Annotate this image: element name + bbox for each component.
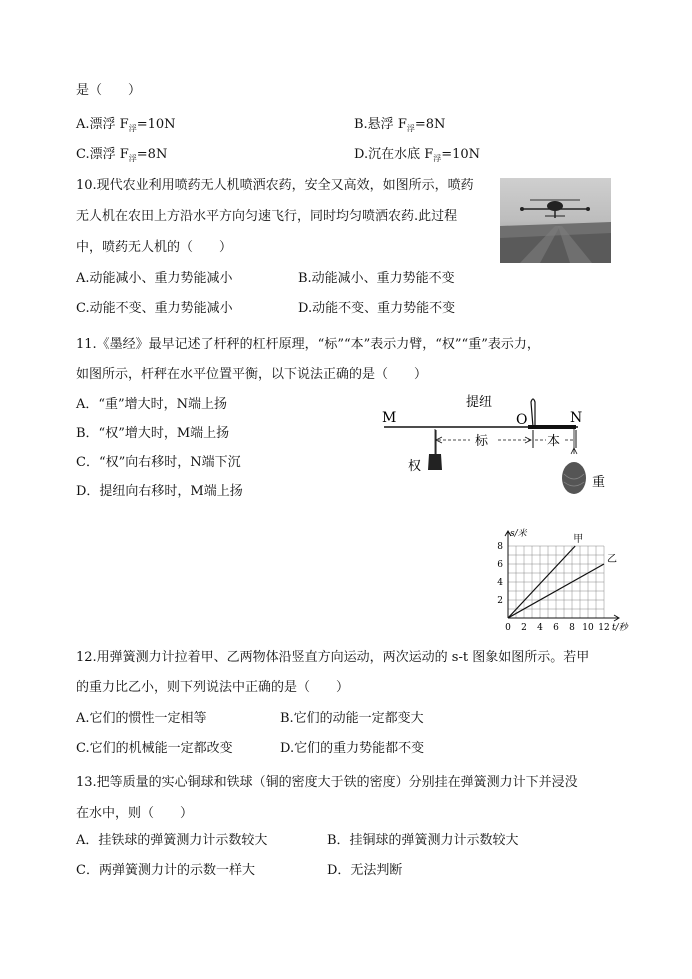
y-axis-label: s/米 bbox=[510, 529, 527, 539]
x-axis-label: t/秒 bbox=[612, 623, 628, 633]
x-tick-label: 2 bbox=[521, 623, 527, 633]
q11-option-c: C．“权”向右移时，N端下沉 bbox=[76, 455, 241, 470]
s-t-chart bbox=[488, 518, 648, 642]
chart-grid bbox=[508, 546, 604, 618]
label-zhong: 重 bbox=[592, 475, 606, 490]
q11-stem-line1: 11.《墨经》最早记述了杆秤的杠杆原理，“标”“本”表示力臂，“权”“重”表示力， bbox=[76, 337, 540, 352]
label-tiniu: 提纽 bbox=[466, 395, 493, 410]
q11-option-d: D．提纽向右移时，M端上扬 bbox=[76, 484, 243, 499]
x-tick-label: 12 bbox=[598, 623, 610, 633]
q13-option-a: A．挂铁球的弹簧测力计示数较大 bbox=[76, 833, 268, 848]
x-tick-label: 0 bbox=[505, 623, 511, 633]
y-tick-label: 4 bbox=[497, 578, 503, 588]
q13-option-b: B．挂铜球的弹簧测力计示数较大 bbox=[327, 833, 519, 848]
q12-option-a: A.它们的惯性一定相等 bbox=[76, 711, 207, 726]
q13-stem-line2: 在水中，则（ ） bbox=[76, 806, 194, 821]
drone-photo bbox=[500, 178, 611, 263]
q9-stem-tail: 是（ ） bbox=[76, 83, 142, 98]
q12-stem-line1: 12.用弹簧测力计拉着甲、乙两物体沿竖直方向运动，两次运动的 s-t 图象如图所示。若甲 bbox=[76, 650, 590, 665]
x-tick-label: 4 bbox=[537, 623, 543, 633]
y-tick-label: 6 bbox=[497, 560, 503, 570]
x-tick-label: 10 bbox=[582, 623, 594, 633]
label-ben: 本 bbox=[547, 434, 561, 449]
q11-stem-line2: 如图所示，杆秤在水平位置平衡，以下说法正确的是（ ） bbox=[76, 367, 428, 382]
q10-option-c: C.动能不变、重力势能减小 bbox=[76, 301, 233, 316]
q10-stem-line2: 无人机在农田上方沿水平方向匀速飞行，同时均匀喷洒农药.此过程 bbox=[76, 209, 458, 224]
q12-option-b: B.它们的动能一定都变大 bbox=[280, 711, 424, 726]
chart-axes bbox=[505, 531, 619, 621]
x-tick-label: 8 bbox=[569, 623, 575, 633]
weight-zhong-icon bbox=[562, 448, 586, 494]
label-o: O bbox=[516, 412, 528, 428]
q9-option-b: B.悬浮 $F_浮=8N$ bbox=[354, 117, 446, 133]
q12-option-d: D.它们的重力势能都不变 bbox=[280, 741, 425, 756]
q10-stem-line1: 10.现代农业利用喷药无人机喷洒农药，安全又高效，如图所示，喷药 bbox=[76, 178, 474, 193]
label-n: N bbox=[570, 410, 583, 426]
series-label-2: 乙 bbox=[607, 554, 617, 565]
q11-option-b: B．“权”增大时，M端上扬 bbox=[76, 426, 230, 441]
q10-option-b: B.动能减小、重力势能不变 bbox=[298, 271, 455, 286]
label-biao: 标 bbox=[475, 434, 489, 449]
steelyard-figure bbox=[378, 388, 618, 498]
q10-option-a: A.动能减小、重力势能减小 bbox=[76, 271, 233, 286]
q12-stem-line2: 的重力比乙小，则下列说法中正确的是（ ） bbox=[76, 680, 350, 695]
label-m: M bbox=[382, 410, 397, 426]
q12-option-c: C.它们的机械能一定都改变 bbox=[76, 741, 233, 756]
q13-option-d: D．无法判断 bbox=[327, 863, 403, 878]
q11-option-a: A．“重”增大时，N端上扬 bbox=[76, 397, 228, 412]
y-tick-label: 2 bbox=[497, 596, 503, 606]
label-quan: 权 bbox=[408, 459, 422, 474]
q13-option-c: C．两弹簧测力计的示数一样大 bbox=[76, 863, 255, 878]
q9-option-a: A.漂浮 $F_浮=10N$ bbox=[76, 117, 176, 133]
q10-stem-line3: 中，喷药无人机的（ ） bbox=[76, 240, 233, 255]
q10-option-d: D.动能不变、重力势能不变 bbox=[298, 301, 456, 316]
series-label-1: 甲 bbox=[573, 534, 584, 545]
q9-option-c: C.漂浮 $F_浮=8N$ bbox=[76, 147, 168, 163]
hanger-icon bbox=[531, 399, 535, 427]
q13-stem-line1: 13.把等质量的实心铜球和铁球（铜的密度大于铁的密度）分别挂在弹簧测力计下并浸没 bbox=[76, 775, 578, 790]
x-tick-label: 6 bbox=[553, 623, 559, 633]
y-tick-label: 8 bbox=[497, 542, 503, 552]
weight-quan-icon bbox=[428, 454, 442, 470]
q9-option-d: D.沉在水底 $F_浮=10N$ bbox=[354, 147, 481, 163]
